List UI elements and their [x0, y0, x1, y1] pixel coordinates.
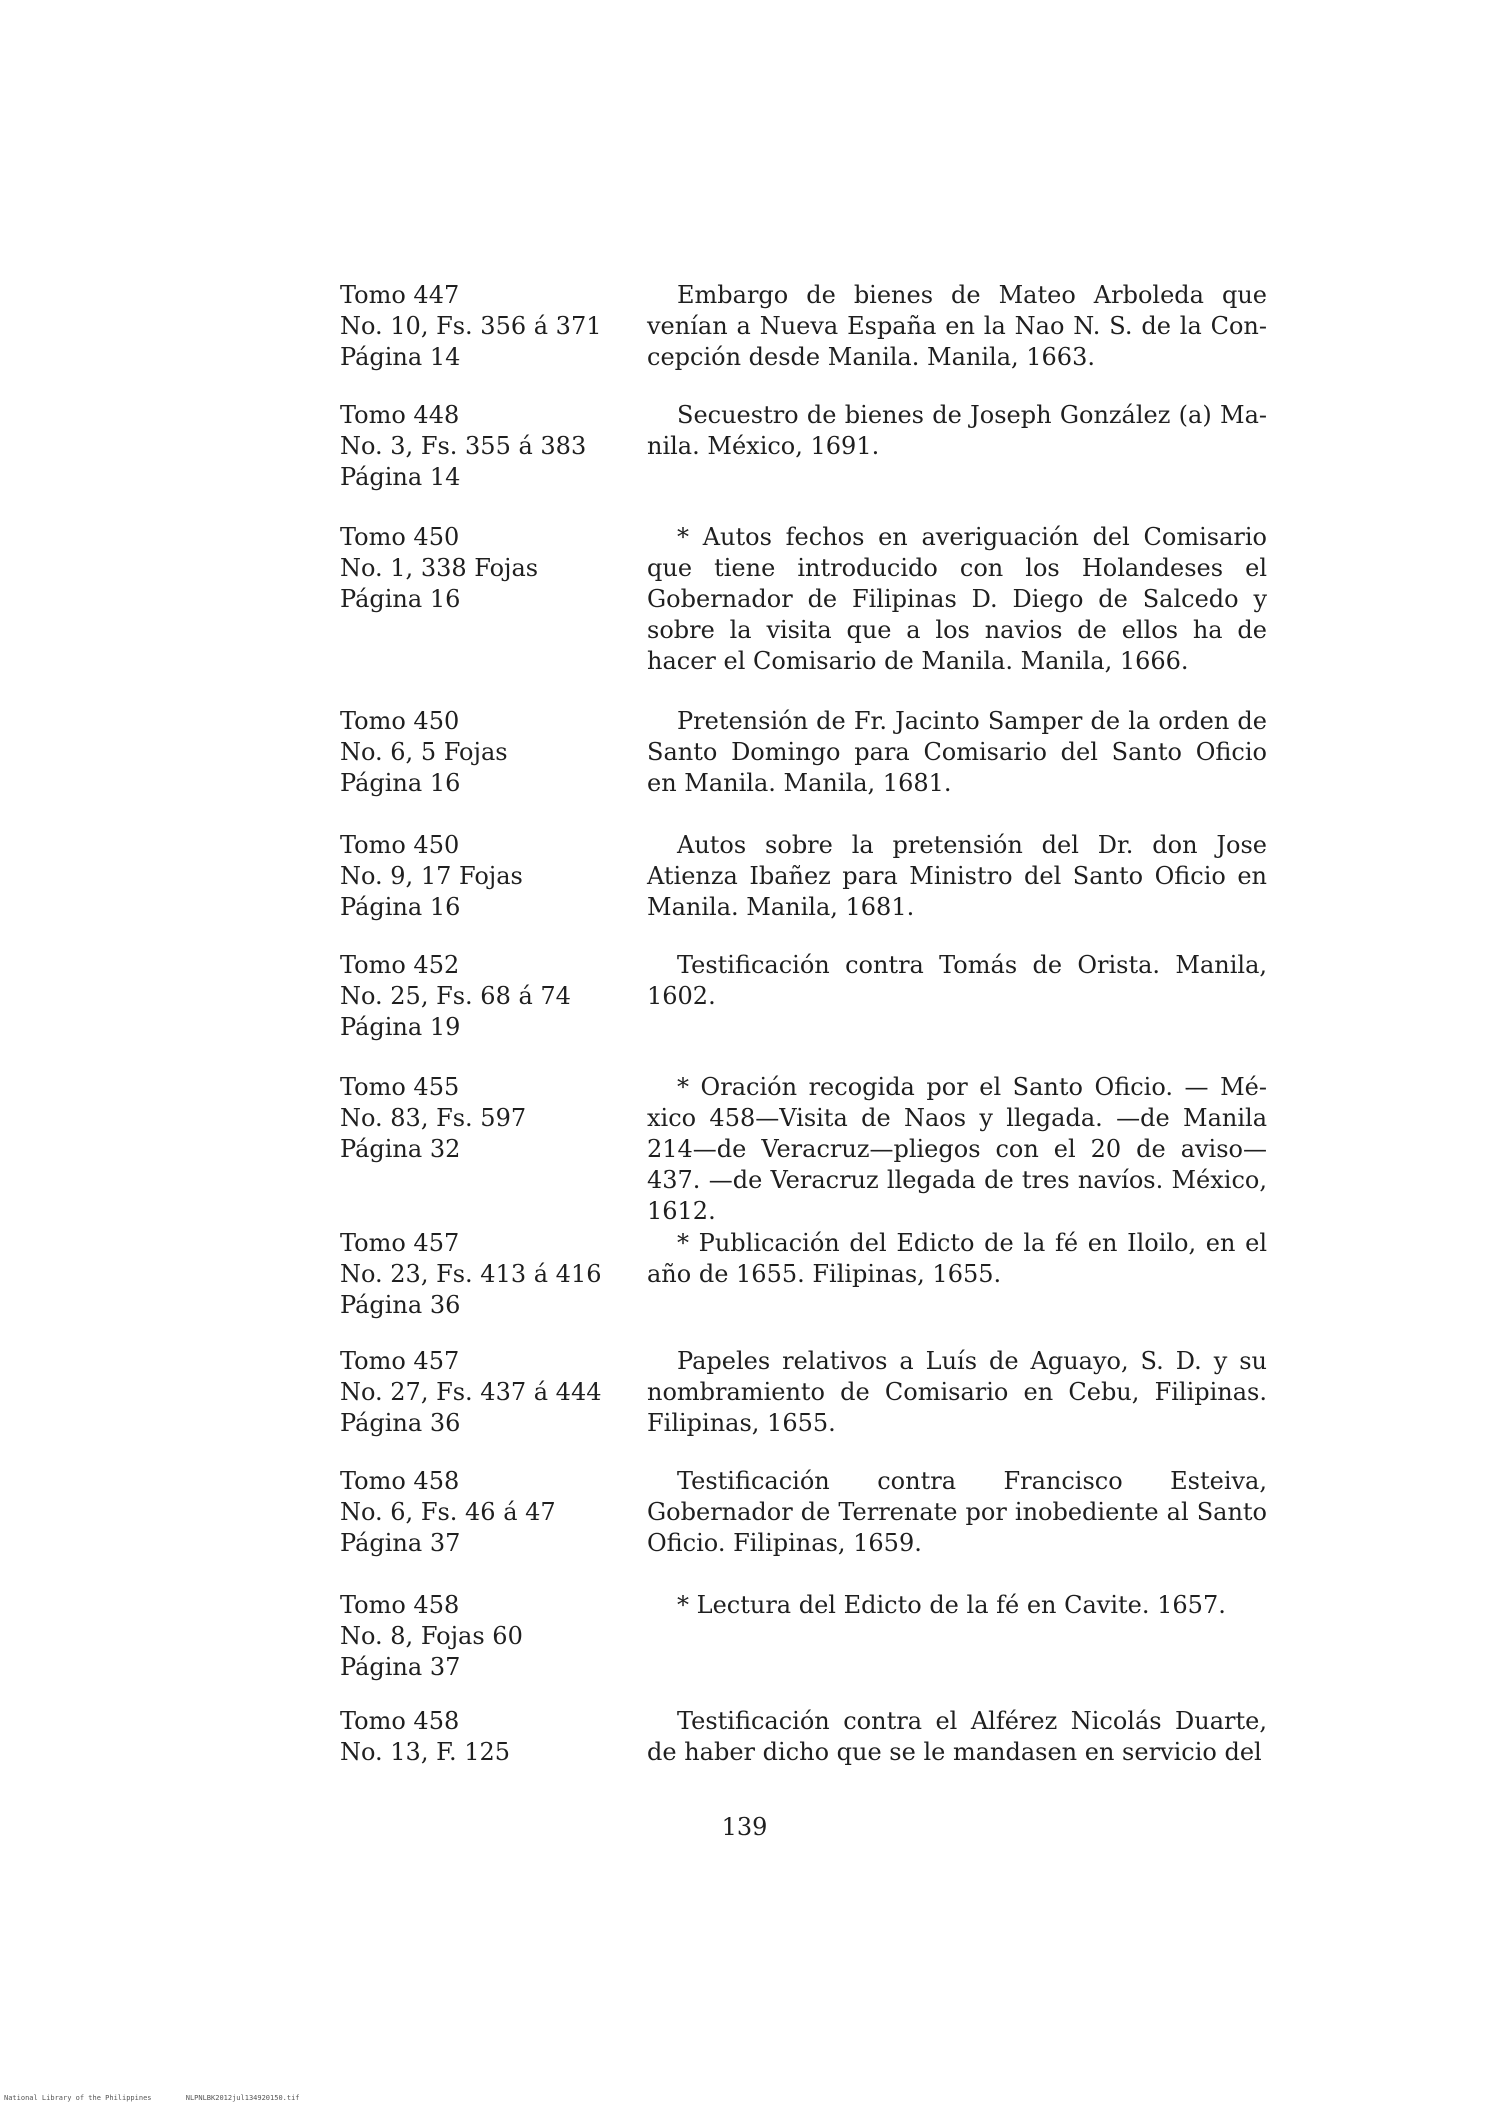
entry-description: Autos sobre la pretensión del Dr. don Jose Atienza Ibañez para Ministro del Santo Oficio en Manila. Manila, 1681. — [647, 831, 1267, 921]
entry-description: Pretensión de Fr. Jacinto Samper de la orden de Santo Domingo para Comisario del Santo Oficio en Manila. Manila, 1681. — [647, 707, 1267, 797]
pagina-label: Página 14 — [340, 463, 461, 491]
entry-description: * Autos fechos en averiguación del Comisario que tiene introducido con los Holandeses el Gobernador de Filipinas D. Diego de Salcedo y sobre la visita que a los navios de ellos ha de hacer el Comisario de Manila. Manila, 1666. — [647, 523, 1267, 675]
pagina-label: Página 16 — [340, 893, 461, 921]
entry-description: * Publicación del Edicto de la fé en Iloilo, en el año de 1655. Filipinas, 1655. — [647, 1229, 1267, 1288]
numero-label: No. 8, Fojas 60 — [340, 1622, 523, 1650]
entry-description: Testificación contra Francisco Esteiva, Gobernador de Terrenate por inobediente al Santo Oficio. Filipinas, 1659. — [647, 1467, 1267, 1557]
entry-reference — [340, 950, 630, 1043]
entry-reference — [340, 830, 630, 923]
numero-label: No. 1, 338 Fojas — [340, 554, 539, 582]
entry-reference — [340, 1590, 630, 1683]
entry-reference — [340, 280, 630, 373]
pagina-label: Página 16 — [340, 769, 461, 797]
page-number: 139 — [721, 1813, 768, 1841]
pagina-label: Página 36 — [340, 1409, 461, 1437]
scan-footer — [4, 2094, 330, 2102]
numero-label: No. 13, F. 125 — [340, 1738, 511, 1766]
numero-label: No. 3, Fs. 355 á 383 — [340, 432, 587, 460]
entry-description: Embargo de bienes de Mateo Arboleda que venían a Nueva España en la Nao N. S. de la Concepción desde Manila. Manila, 1663. — [647, 281, 1267, 371]
numero-label: No. 9, 17 Fojas — [340, 862, 523, 890]
pagina-label: Página 37 — [340, 1653, 461, 1681]
pagina-label: Página 19 — [340, 1013, 461, 1041]
entry-description: Papeles relativos a Luís de Aguayo, S. D. y su nombramiento de Comisario en Cebu, Filipinas. Filipinas, 1655. — [647, 1347, 1267, 1437]
numero-label: No. 23, Fs. 413 á 416 — [340, 1260, 602, 1288]
numero-label: No. 6, 5 Fojas — [340, 738, 508, 766]
entry-reference — [340, 400, 630, 493]
entry-reference — [340, 706, 630, 799]
pagina-label: Página 32 — [340, 1135, 461, 1163]
entry-reference — [340, 522, 630, 615]
entry-reference — [340, 1346, 630, 1439]
pagina-label: Página 16 — [340, 585, 461, 613]
entry-reference — [340, 1706, 630, 1768]
tomo-label: Tomo 452 — [340, 951, 460, 979]
tomo-label: Tomo 458 — [340, 1707, 460, 1735]
numero-label: No. 83, Fs. 597 — [340, 1104, 527, 1132]
pagina-label: Página 14 — [340, 343, 461, 371]
tomo-label: Tomo 448 — [340, 401, 460, 429]
tomo-label: Tomo 458 — [340, 1467, 460, 1495]
numero-label: No. 6, Fs. 46 á 47 — [340, 1498, 556, 1526]
entry-description: Secuestro de bienes de Joseph González (a) Manila. México, 1691. — [647, 401, 1267, 460]
tomo-label: Tomo 450 — [340, 707, 460, 735]
pagina-label: Página 37 — [340, 1529, 461, 1557]
numero-label: No. 27, Fs. 437 á 444 — [340, 1378, 602, 1406]
footer-file: NLPNLBK2012jul134920150.tif — [185, 2094, 300, 2102]
pagina-label: Página 36 — [340, 1291, 461, 1319]
tomo-label: Tomo 457 — [340, 1229, 460, 1257]
entry-description: Testificación contra el Alférez Nicolás Duarte, de haber dicho que se le mandasen en servicio del — [647, 1707, 1267, 1766]
tomo-label: Tomo 457 — [340, 1347, 460, 1375]
tomo-label: Tomo 447 — [340, 281, 460, 309]
entry-reference — [340, 1466, 630, 1559]
footer-library: National Library of the Philippines — [4, 2094, 152, 2102]
tomo-label: Tomo 458 — [340, 1591, 460, 1619]
entry-reference — [340, 1072, 630, 1165]
entry-description: Testificación contra Tomás de Orista. Manila, 1602. — [647, 951, 1267, 1010]
entry-reference — [340, 1228, 630, 1321]
entry-description: * Oración recogida por el Santo Oficio. — México 458—Visita de Naos y llegada. —de Manila 214—de Veracruz—pliegos con el 20 de aviso—437. —de Veracruz llegada de tres navíos. México, 1612. — [647, 1073, 1267, 1225]
numero-label: No. 25, Fs. 68 á 74 — [340, 982, 571, 1010]
entry-description: * Lectura del Edicto de la fé en Cavite. 1657. — [677, 1591, 1226, 1619]
tomo-label: Tomo 450 — [340, 831, 460, 859]
numero-label: No. 10, Fs. 356 á 371 — [340, 312, 602, 340]
tomo-label: Tomo 450 — [340, 523, 460, 551]
tomo-label: Tomo 455 — [340, 1073, 460, 1101]
